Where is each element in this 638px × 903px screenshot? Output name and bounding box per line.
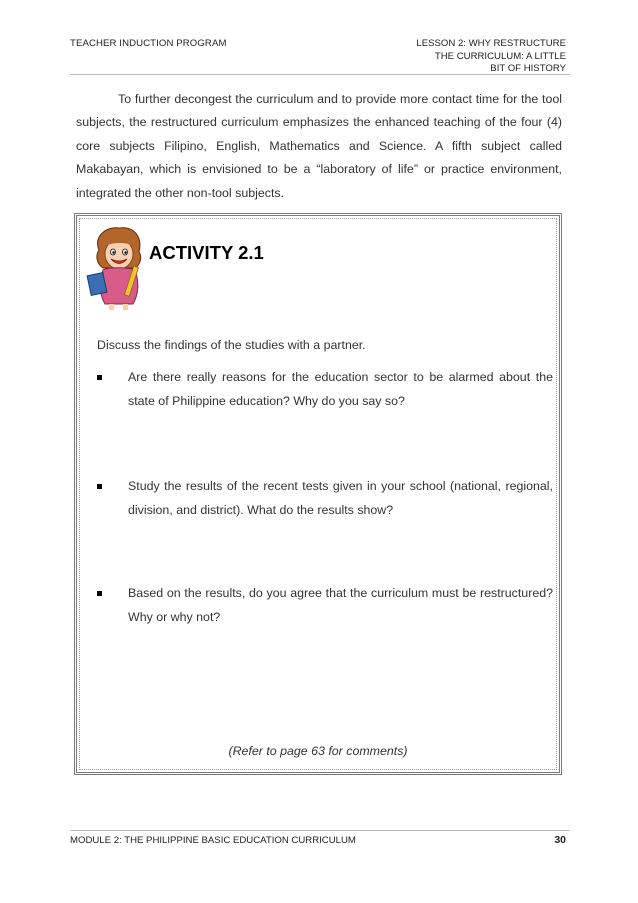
- reference-note: (Refer to page 63 for comments): [228, 744, 408, 758]
- header-lesson-title: [336, 38, 566, 76]
- question-text: Study the results of the recent tests given in your school (national, regional, division, and district). What do the results show?: [128, 479, 553, 517]
- header-lesson-line: THE CURRICULUM: A LITTLE: [434, 50, 566, 62]
- page-number: 30: [554, 834, 566, 846]
- activity-title: ACTIVITY 2.1: [149, 242, 264, 263]
- intro-paragraph: To further decongest the curriculum and to provide more contact time for the tool subjects, the restructured curriculum emphasizes the enhanced teaching of the four (4) core subjects Filipino, English, Mathematics and Science. A fifth subject called Makabayan, which is envisioned to be a “laboratory of life” or practice environment, integrated the other non-tool subjects.: [76, 92, 562, 200]
- square-bullet-icon: [97, 375, 102, 380]
- question-text: Based on the results, do you agree that the curriculum must be restructured? Why or why not?: [128, 586, 553, 624]
- header-divider: [70, 74, 570, 75]
- header-program-title: TEACHER INDUCTION PROGRAM: [70, 38, 227, 49]
- header-lesson-line: BIT OF HISTORY: [490, 63, 566, 74]
- question-text: Are there really reasons for the education sector to be alarmed about the state of Philippine education? Why do you say so?: [128, 370, 553, 408]
- header-lesson-line: LESSON 2: WHY RESTRUCTURE: [416, 38, 566, 49]
- teacher-cartoon-icon: [85, 224, 151, 310]
- question-item: [97, 366, 553, 413]
- question-item: [97, 475, 553, 522]
- activity-box: [74, 213, 562, 775]
- activity-instruction: Discuss the findings of the studies with a partner.: [97, 338, 366, 352]
- footer-module-title: MODULE 2: THE PHILIPPINE BASIC EDUCATION CURRICULUM: [70, 835, 356, 846]
- question-item: [97, 582, 553, 629]
- square-bullet-icon: [97, 591, 102, 596]
- footer-divider: [70, 830, 570, 831]
- square-bullet-icon: [97, 484, 102, 489]
